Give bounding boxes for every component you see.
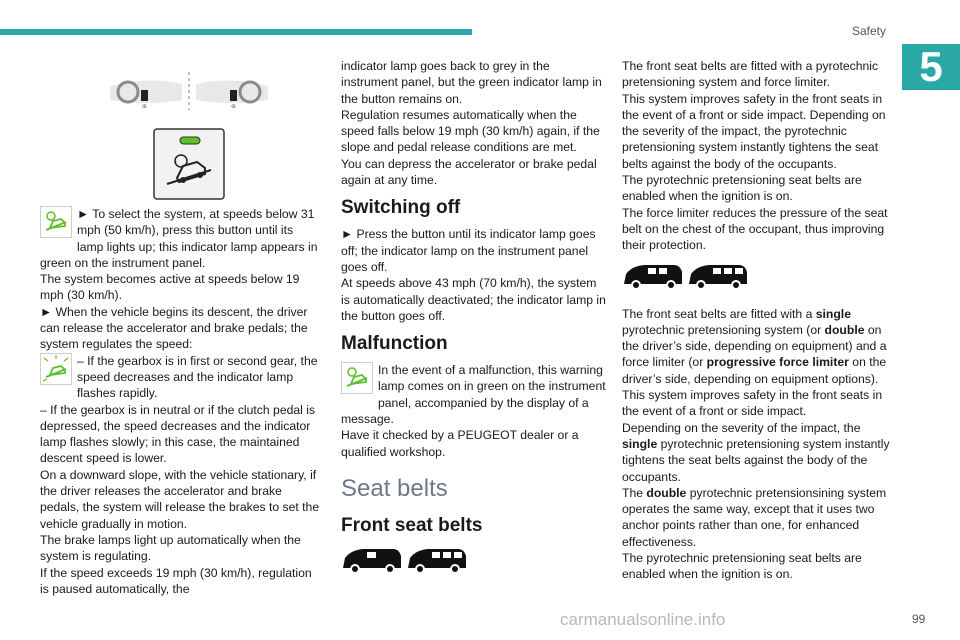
svg-text:⊕: ⊕ xyxy=(231,103,237,110)
column-2 xyxy=(341,58,607,590)
text-run: pyrotechnic pretensioning system (or xyxy=(622,322,825,337)
paragraph: The pyrotechnic pretensioning seat belts are enabled when the ignition is on. xyxy=(622,551,862,582)
paragraph: The front seat belts are fitted with a pyrotechnic pretensioning system and force limiter. xyxy=(622,59,879,90)
paragraph xyxy=(622,420,890,485)
dashboard-steering-illustration xyxy=(108,70,270,112)
paragraph: indicator lamp goes back to grey in the instrument panel, but the green indicator lamp in the button remains on. xyxy=(341,59,602,106)
van-icon xyxy=(622,262,684,292)
svg-text:-: - xyxy=(174,157,177,166)
text-run-bold: single xyxy=(622,436,658,451)
column-1 xyxy=(40,206,322,597)
hill-descent-green-indicator-icon xyxy=(40,206,72,238)
paragraph: – If the gearbox is in first or second gear, the speed decreases and the indicator lamp flashes rapidly. xyxy=(77,353,318,401)
text-run: on the driver’s side, depending on equipment) and a force limiter (or xyxy=(622,322,887,370)
svg-text:⊕: ⊕ xyxy=(142,103,148,110)
chapter-number-badge: 5 xyxy=(902,44,960,90)
text-run: pyrotechnic pretensionsining system operates the same way, except that it uses two anchor points rather than one, for enhanced effectiveness. xyxy=(622,485,887,549)
vehicle-variant-icons xyxy=(622,262,890,296)
paragraph: The pyrotechnic pretensioning seat belts are enabled when the ignition is on. xyxy=(622,173,862,204)
text-run-bold: single xyxy=(815,306,851,321)
text-run: on the driver’s side, depending on equipment options). xyxy=(622,355,887,386)
watermark: carmanualsonline.info xyxy=(560,610,726,629)
malfunction-warning-lamp-icon xyxy=(341,362,373,394)
column-3 xyxy=(622,58,890,583)
heading-seat-belts: Seat belts xyxy=(341,474,448,502)
heading-malfunction: Malfunction xyxy=(341,333,448,355)
page-number: 99 xyxy=(912,612,926,626)
paragraph: ► Press the button until its indicator lamp goes off; the indicator lamp on the instrument panel goes off. xyxy=(341,227,596,274)
van-icon xyxy=(341,546,403,576)
heading-front-seat-belts: Front seat belts xyxy=(341,514,483,536)
header-accent-bar xyxy=(0,29,472,35)
paragraph: The force limiter reduces the pressure of the seat belt on the chest of the occupant, thus improving their protection. xyxy=(622,205,888,253)
van-icon xyxy=(406,546,468,576)
paragraph: This system improves safety in the front seats in the event of a front or side impact. xyxy=(622,388,883,419)
vehicle-variant-icons xyxy=(341,546,607,580)
text-run: The front seat belts are fitted with a xyxy=(622,306,816,321)
text-run: Depending on the severity of the impact, the xyxy=(622,420,861,435)
paragraph xyxy=(622,485,890,550)
paragraph: The brake lamps light up automatically when the system is regulating. xyxy=(40,532,301,564)
text-run: pyrotechnic pretensioning system instantly tightens the seat belts against the body of the occupants. xyxy=(622,436,890,484)
paragraph: This system improves safety in the front seats in the event of a front or side impact. Depending on the severity of the impact, the pyrotechnic pretensioning system instantly tightens the seat belts against the body of the occupants. xyxy=(622,91,886,171)
text-run-bold: double xyxy=(646,485,687,500)
paragraph: If the speed exceeds 19 mph (30 km/h), regulation is paused automatically, the xyxy=(40,565,312,596)
paragraph: At speeds above 43 mph (70 km/h), the system is automatically deactivated; the indicator lamp in the button goes off. xyxy=(341,276,606,323)
paragraph: Have it checked by a PEUGEOT dealer or a qualified workshop. xyxy=(341,428,579,459)
heading-switching-off: Switching off xyxy=(341,197,461,219)
section-title: Safety xyxy=(852,24,887,38)
paragraph: ► When the vehicle begins its descent, the driver can release the accelerator and brake pedals; the system regulates the speed: xyxy=(40,304,308,352)
paragraph: – If the gearbox is in neutral or if the clutch pedal is depressed, the speed decreases and the indicator lamp flashes slowly; in this case, the maintained descent speed is lower. xyxy=(40,402,316,466)
hill-descent-button-illustration xyxy=(153,128,225,200)
hill-descent-flashing-indicator-icon xyxy=(40,353,72,385)
text-run: The xyxy=(622,485,647,500)
paragraph: You can depress the accelerator or brake pedal again at any time. xyxy=(341,156,597,188)
paragraph: Regulation resumes automatically when the speed falls below 19 mph (30 km/h) again, if the slope and pedal release conditions are met. xyxy=(341,107,600,155)
paragraph xyxy=(622,306,890,387)
text-run-bold: double xyxy=(824,322,865,337)
paragraph: In the event of a malfunction, this warning lamp comes on in green on the instrument panel, accompanied by the display of a message. xyxy=(341,363,606,427)
van-icon xyxy=(687,262,749,292)
paragraph: The system becomes active at speeds below 19 mph (30 km/h). xyxy=(40,272,300,303)
paragraph: ► To select the system, at speeds below 31 mph (50 km/h), press this button until its lamp lights up; this indicator lamp appears in green on the instrument panel. xyxy=(40,207,318,270)
text-run-bold: progressive force limiter xyxy=(706,355,849,370)
paragraph: On a downward slope, with the vehicle stationary, if the driver releases the accelerator and brake pedals, the system will release the brakes to set the vehicle gradually in motion. xyxy=(40,467,320,531)
